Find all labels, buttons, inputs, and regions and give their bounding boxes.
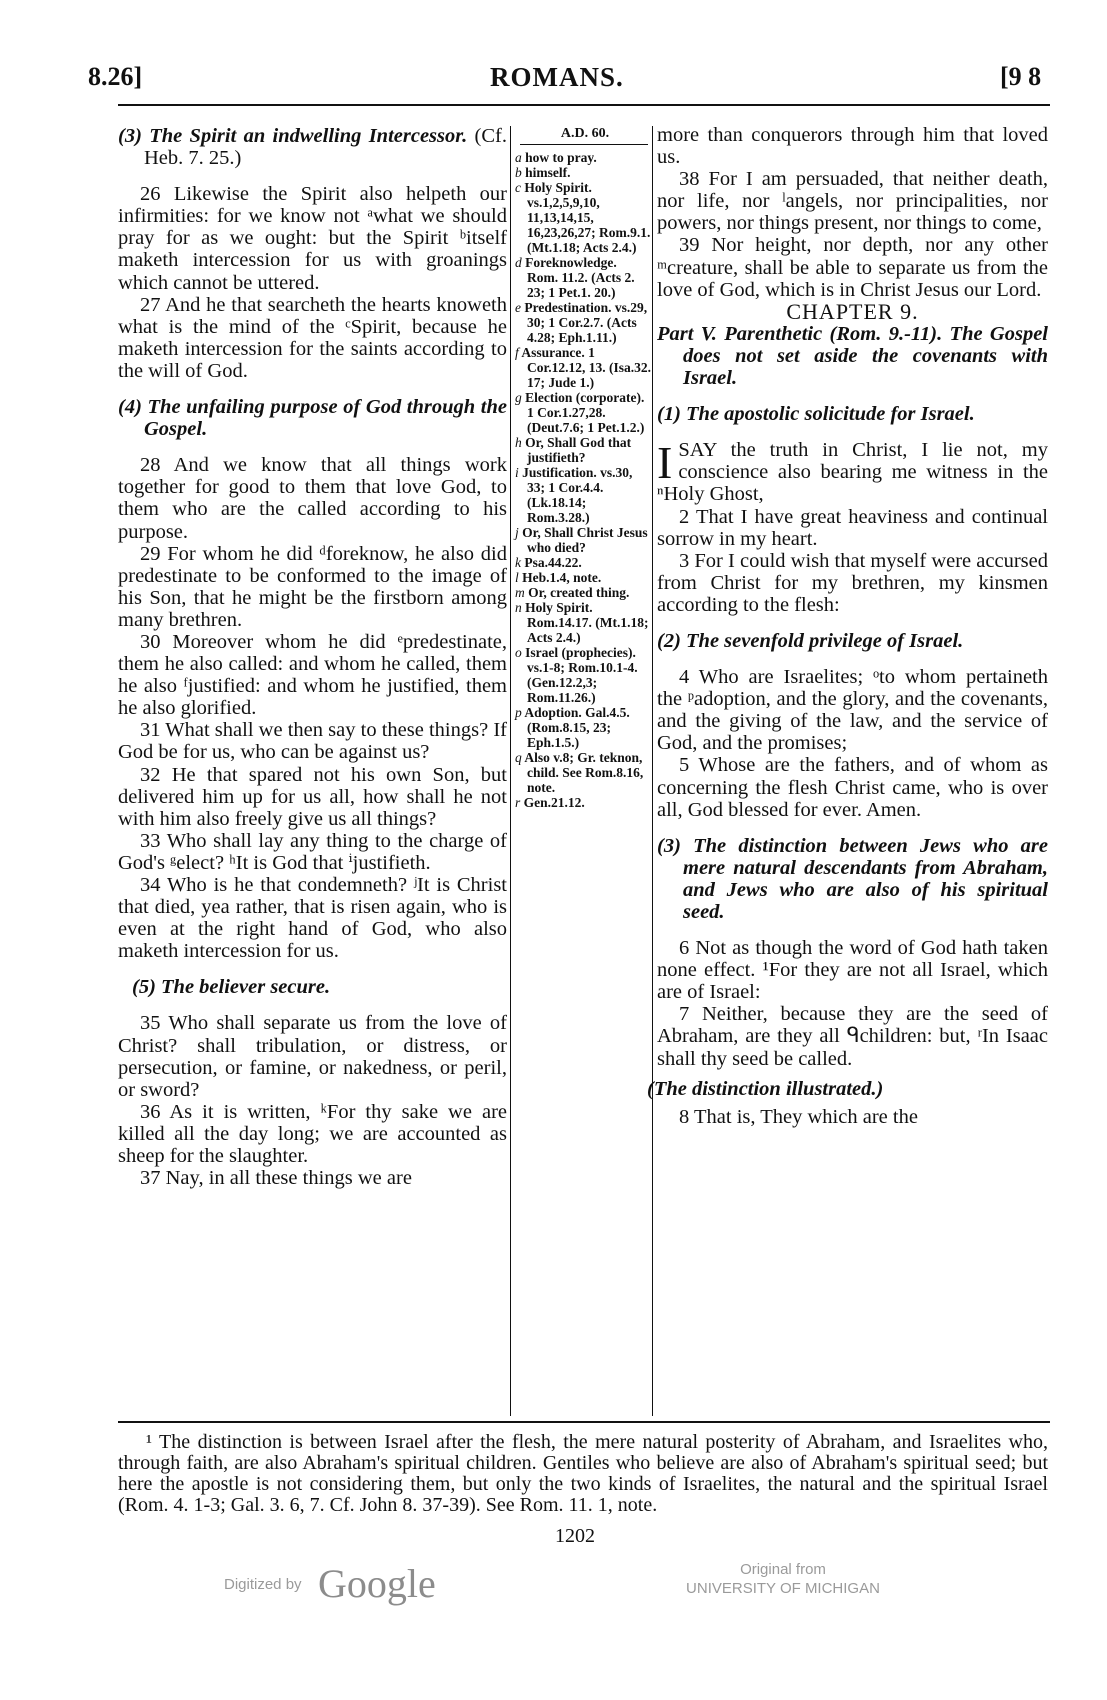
margin-top-rule [520, 144, 648, 145]
verse: 32 He that spared not his own Son, but delivered him up for us all, how shall he not with him also freely give us all things? [118, 763, 507, 830]
drop-cap: I [657, 437, 673, 489]
right-column [647, 124, 1048, 1128]
section-heading: (5) The believer secure. [132, 976, 331, 999]
chapter-heading: CHAPTER 9. [786, 298, 919, 324]
margin-note: e Predestination. vs.29, 30; 1 Cor.2.7. (Acts 4.28; Eph.1.11.) [515, 300, 648, 345]
verse: 2 That I have great heaviness and continual sorrow in my heart. [657, 505, 1048, 550]
margin-note: o Israel (prophecies). vs.1-8; Rom.10.1-4. (Gen.12.2,3; Rom.11.26.) [515, 645, 638, 705]
margin-note: r Gen.21.12. [515, 795, 585, 810]
footnote-rule [118, 1421, 1050, 1423]
verse: 3 For I could wish that myself were accursed from Christ for my brethren, my kinsmen according to the flesh: [657, 549, 1048, 616]
margin-note: q Also v.8; Gr. teknon, child. See Rom.8.16, note. [515, 750, 644, 795]
verse: 4 Who are Israelites; ᵒto whom pertaineth the ᵖadoption, and the glory, and the covenants, and the giving of the law, and the service of God, and the promises; [657, 666, 1048, 755]
section-heading: (The distinction illustrated.) [647, 1077, 884, 1100]
verse: 34 Who is he that condemneth? ʲIt is Christ that died, yea rather, that is risen again, who is even at the right hand of God, who also maketh intercession for us. [118, 874, 507, 963]
margin-note: d Foreknowledge. Rom. 11.2. (Acts 2. 23; 1 Pet.1. 20.) [515, 255, 635, 300]
margin-note: h Or, Shall God that justifieth? [515, 435, 632, 465]
margin-note: m Or, created thing. [515, 585, 630, 600]
verse: 29 For whom he did ᵈforeknow, he also did predestinate to be conformed to the image of his Son, that he might be the firstborn among many brethren. [118, 542, 507, 631]
section-heading: (2) The sevenfold privilege of Israel. [657, 629, 964, 652]
google-logo: Google [318, 1561, 436, 1606]
margin-rule-right [652, 126, 653, 1416]
running-head-right: [9 8 [1000, 62, 1042, 91]
verse: 36 As it is written, ᵏFor thy sake we are killed all the day long; we are accounted as sheep for the slaughter. [118, 1100, 507, 1168]
verse: 39 Nor height, nor depth, nor any other ᵐcreature, shall be able to separate us from the love of God, which is in Christ Jesus our Lord. [657, 234, 1048, 301]
verse: 27 And he that searcheth the hearts knoweth what is the mind of the ᶜSpirit, because he maketh intercession for the saints according to the will of God. [118, 293, 507, 382]
verse: 35 Who shall separate us from the love of Christ? shall tribulation, or distress, or persecution, or famine, or nakedness, or peril, or sword? [118, 1012, 507, 1101]
margin-note: j Or, Shall Christ Jesus who died? [515, 525, 648, 555]
margin-note: n Holy Spirit. Rom.14.17. (Mt.1.18; Acts 2.4.) [515, 600, 649, 645]
verse: 5 Whose are the fathers, and of whom as concerning the flesh Christ came, who is over all, God blessed for ever. Amen. [657, 754, 1048, 821]
book-title: ROMANS. [490, 62, 624, 92]
section-heading: (4) The unfailing purpose of God through the Gospel. [118, 396, 507, 441]
header-rule [118, 104, 1050, 106]
margin-note: f Assurance. 1 Cor.12.12, 13. (Isa.32. 17; Jude 1.) [515, 345, 652, 390]
verse: 6 Not as though the word of God hath taken none effect. ¹For they are not all Israel, which are of Israel: [657, 937, 1048, 1004]
running-head-left: 8.26] [88, 62, 143, 91]
verse: 37 Nay, in all these things we are [140, 1167, 412, 1190]
verse: ISAY the truth in Christ, I lie not, my conscience also bearing me witness in the ⁿHoly Ghost, [657, 437, 1048, 506]
margin-note: c Holy Spirit. vs.1,2,5,9,10, 11,13,14,15, 16,23,26,27; Rom.9.1. (Mt.1.18; Acts 2.4.) [515, 180, 651, 255]
verse: 33 Who shall lay any thing to the charge of God's ᵍelect? ʰIt is God that ⁱjustifieth. [118, 829, 507, 874]
verse: 28 And we know that all things work together for good to them that love God, to them who are the called according to his purpose. [118, 454, 507, 543]
margin-note: i Justification. vs.30, 33; 1 Cor.4.4. (Lk.18.14; Rom.3.28.) [515, 465, 633, 525]
section-heading: (3) The Spirit an indwelling Intercessor. (Cf. Heb. 7. 25.) [118, 125, 507, 170]
margin-notes [515, 150, 651, 810]
page-number: 1202 [555, 1525, 595, 1547]
margin-note: p Adoption. Gal.4.5. (Rom.8.15, 23; Eph.1.5.) [515, 705, 630, 750]
margin-note: g Election (corporate). 1 Cor.1.27,28. (Deut.7.6; 1 Pet.1.2.) [515, 390, 645, 435]
verse: 7 Neither, because they are the seed of Abraham, are they all ᑫchildren: but, ʳIn Isaac shall thy seed be called. [657, 1003, 1048, 1070]
footnote: ¹ The distinction is between Israel after the flesh, the mere natural posterity of Abraham, and Israelites who, through faith, are also Abraham's spiritual children. Gentiles who believe are also of Abraham's spiritual seed; but here the apostle is not considering them, but only the two kinds of Israelites, the natural and the spiritual Israel (Rom. 4. 1-3; Gal. 3. 6, 7. Cf. John 8. 37-39). See Rom. 11. 1, note. [118, 1431, 1048, 1516]
margin-note: k Psa.44.22. [515, 555, 582, 570]
verse: 8 That is, They which are the [679, 1105, 918, 1128]
margin-note: b himself. [515, 165, 571, 180]
margin-date: A.D. 60. [560, 126, 610, 141]
margin-note: a how to pray. [515, 150, 597, 165]
part-heading: Part V. Parenthetic (Rom. 9.-11). The Gospel does not set aside the covenants with Israel. [657, 322, 1048, 390]
verse: 30 Moreover whom he did ᵉpredestinate, them he also called: and whom he called, them he also ᶠjustified: and whom he justified, them he also glorified. [118, 630, 507, 720]
verse: 38 For I am persuaded, that neither death, nor life, nor ˡangels, nor principalities, nor powers, nor things present, nor things to come, [657, 168, 1048, 235]
verse-continuation: more than conquerors through him that loved us. [657, 124, 1048, 169]
section-heading: (3) The distinction between Jews who are mere natural descendants from Abraham, and Jews who are also of his spiritual seed. [657, 834, 1048, 923]
verse: 31 What shall we then say to these things? If God be for us, who can be against us? [118, 719, 507, 764]
verse: 26 Likewise the Spirit also helpeth our infirmities: for we know not ᵃwhat we should pray for as we ought: but the Spirit ᵇitself maketh intercession for us with groanings which cannot be uttered. [118, 183, 507, 294]
digitized-by-label: Digitized by [224, 1576, 302, 1593]
provenance-watermark: Original from UNIVERSITY OF MICHIGAN [686, 1561, 880, 1597]
left-column [118, 125, 507, 1189]
margin-note: l Heb.1.4, note. [515, 570, 602, 585]
section-heading: (1) The apostolic solicitude for Israel. [657, 403, 975, 426]
margin-rule-left [510, 126, 511, 1416]
